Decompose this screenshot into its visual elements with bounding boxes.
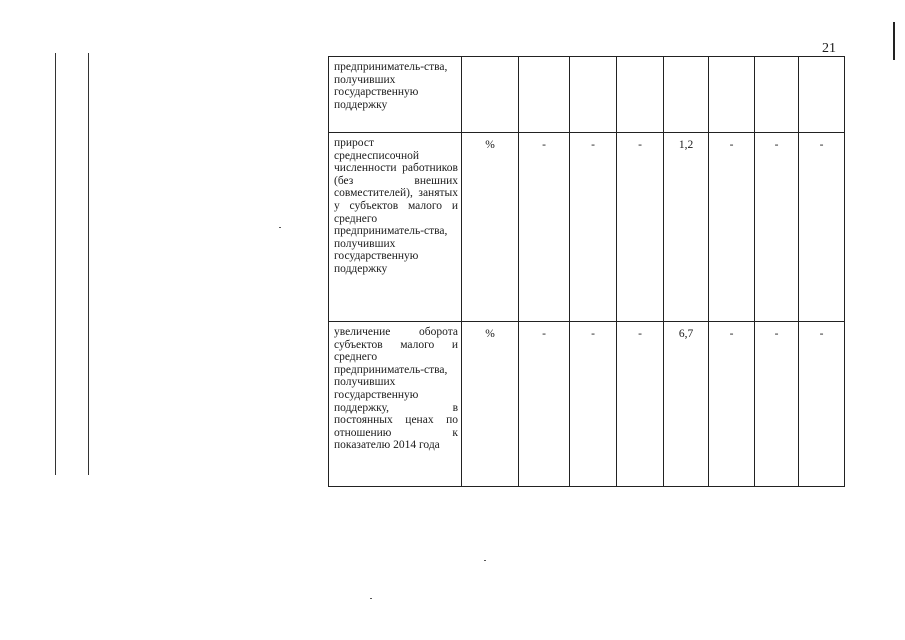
right-edge-line: [893, 22, 895, 60]
value-cell: -: [755, 322, 799, 487]
value-cell: [755, 57, 799, 133]
indicators-table: [328, 56, 845, 487]
unit-cell: [462, 57, 519, 133]
scan-speck: [484, 560, 486, 561]
scan-speck: [370, 598, 372, 599]
value-cell: -: [755, 133, 799, 322]
value-cell: [519, 57, 570, 133]
table-row: [329, 133, 845, 322]
left-margin-line-2: [88, 53, 89, 475]
value-cell: -: [799, 322, 845, 487]
unit-cell: %: [462, 322, 519, 487]
indicator-description: увеличение оборота субъектов малого и среднего предприниматель-ства, получивших государственную поддержку, в постоянных ценах по отношению к показателю 2014 года: [329, 322, 462, 487]
indicator-description: прирост среднесписочной численности работников (без внешних совместителей), занятых у субъектов малого и среднего предприниматель-ства, получивших государственную поддержку: [329, 133, 462, 322]
value-cell: -: [519, 133, 570, 322]
value-cell: -: [570, 133, 617, 322]
indicator-description: предприниматель-ства, получивших государственную поддержку: [329, 57, 462, 133]
value-cell: -: [709, 322, 755, 487]
value-cell: [570, 57, 617, 133]
value-cell: [709, 57, 755, 133]
value-cell: 6,7: [664, 322, 709, 487]
value-cell: -: [709, 133, 755, 322]
scan-speck: [279, 227, 281, 228]
value-cell: [799, 57, 845, 133]
value-cell: -: [519, 322, 570, 487]
value-cell: -: [617, 133, 664, 322]
table-row: [329, 322, 845, 487]
table-row: [329, 57, 845, 133]
value-cell: 1,2: [664, 133, 709, 322]
page-number: 21: [822, 41, 836, 56]
left-margin-line-1: [55, 53, 56, 475]
value-cell: -: [617, 322, 664, 487]
value-cell: -: [799, 133, 845, 322]
value-cell: [617, 57, 664, 133]
value-cell: [664, 57, 709, 133]
unit-cell: %: [462, 133, 519, 322]
value-cell: -: [570, 322, 617, 487]
